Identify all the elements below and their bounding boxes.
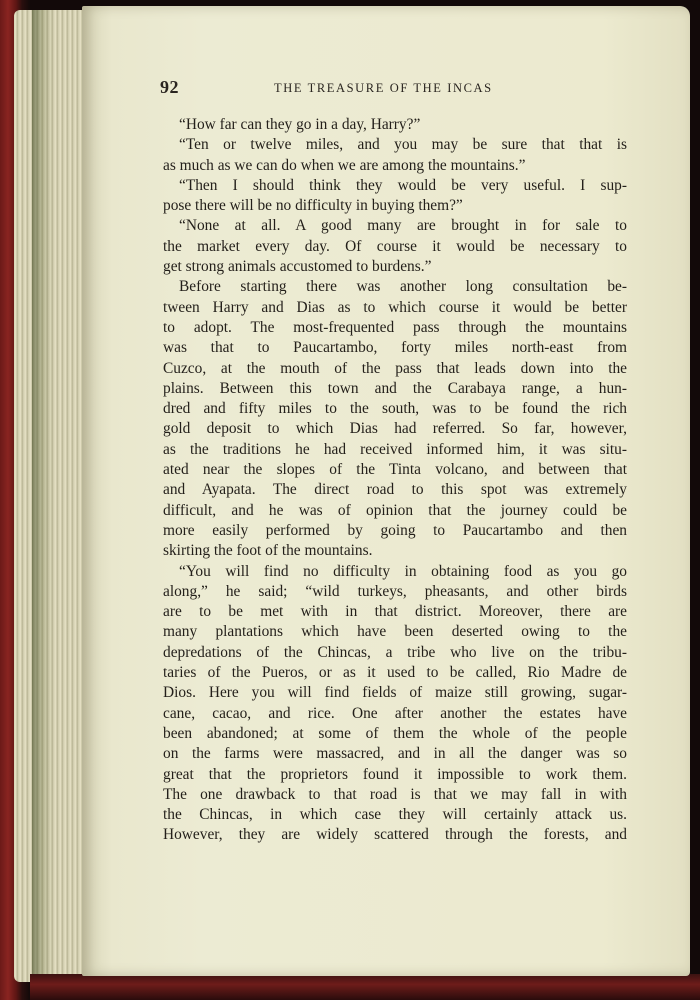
page-header [160,77,520,99]
text-line: plains. Between this town and the Carabaya range, a hun- [163,379,627,397]
book-bottom-edge [30,974,700,1000]
text-line: was that to Paucartambo, forty miles north-east from [163,339,627,357]
text-line: ated near the slopes of the Tinta volcano, and between that [163,461,627,479]
text-line: as much as we can do when we are among the mountains.” [163,156,526,174]
body-text [163,115,627,846]
text-line: and Ayapata. The direct road to this spot was extremely [163,481,627,499]
text-line: taries of the Pueros, or as it used to be called, Rio Madre de [163,664,627,682]
text-line: Cuzco, at the mouth of the pass that leads down into the [163,359,627,377]
text-line: to adopt. The most-frequented pass through the mountains [163,318,627,336]
running-head: THE TREASURE OF THE INCAS [274,81,493,95]
text-line: many plantations which have been deserted owing to the [163,623,627,641]
text-line: the Chincas, in which case they will certainly attack us. [163,806,627,824]
text-line: depredations of the Chincas, a tribe who live on the tribu- [163,643,627,661]
text-line: pose there will be no difficulty in buying them?” [163,197,463,215]
text-line: “Ten or twelve miles, and you may be sure that that is [179,136,627,154]
text-line: along,” he said; “wild turkeys, pheasants, and other birds [163,582,627,600]
text-line: The one drawback to that road is that we may fall in with [163,785,627,803]
text-line: “None at all. A good many are brought in for sale to [179,217,627,235]
text-line: Before starting there was another long consultation be- [179,278,627,296]
text-line: get strong animals accustomed to burdens.” [163,258,432,276]
text-line: “Then I should think they would be very useful. I sup- [179,176,627,194]
text-line: on the farms were massacred, and in all the danger was so [163,745,627,763]
text-line: as the traditions he had received informed him, it was situ- [163,440,627,458]
text-line: are to be met with in that district. Moreover, there are [163,603,627,621]
text-line: difficult, and he was of opinion that the journey could be [163,501,627,519]
text-line: Dios. Here you will find fields of maize still growing, sugar- [163,684,627,702]
text-line: great that the proprietors found it impossible to work them. [163,765,627,783]
text-line: “How far can they go in a day, Harry?” [179,116,421,133]
text-line: been abandoned; at some of them the whole of the people [163,724,627,742]
text-line: tween Harry and Dias as to which course it would be better [163,298,627,316]
text-line: “You will find no difficulty in obtaining food as you go [179,562,627,580]
page-number: 92 [160,77,179,97]
text-line: gold deposit to which Dias had referred. So far, however, [163,420,627,438]
text-line: dred and fifty miles to the south, was to be found the rich [163,400,627,418]
text-line: the market every day. Of course it would be necessary to [163,237,627,255]
text-line: However, they are widely scattered through the forests, and [163,826,627,844]
text-line: cane, cacao, and rice. One after another the estates have [163,704,627,722]
text-line: more easily performed by going to Paucartambo and then [163,521,627,539]
text-line: skirting the foot of the mountains. [163,542,373,560]
